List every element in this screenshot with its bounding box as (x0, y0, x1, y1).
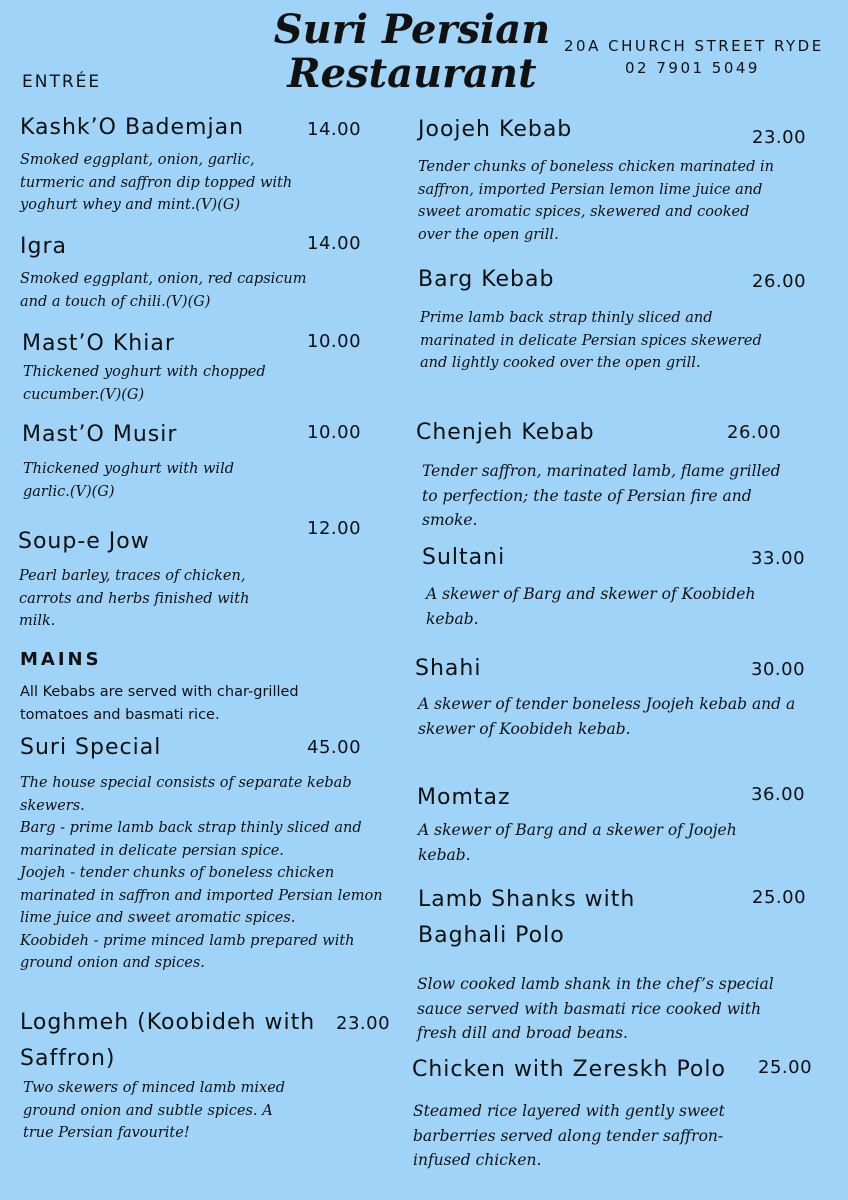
item-name: Mast’O Khiar (22, 331, 175, 356)
item-name: Lamb Shanks with Baghali Polo (418, 887, 636, 948)
item-name: Suri Special (20, 735, 162, 760)
item-description: A skewer of Barg and skewer of Koobideh kebab. (426, 585, 756, 628)
item-price: 25.00 (752, 887, 807, 908)
item-name: Kashk’O Bademjan (20, 115, 245, 140)
item-price: 30.00 (751, 659, 806, 680)
item-name: Chenjeh Kebab (416, 420, 595, 445)
item-price: 26.00 (727, 422, 782, 443)
address: 20A CHURCH STREET RYDE (564, 37, 824, 55)
item-name: Loghmeh (Koobideh with Saffron) (20, 1010, 316, 1071)
item-price: 10.00 (307, 422, 362, 443)
item-description: Steamed rice layered with gently sweet barberries served along tender saffron-infused chicken. (413, 1102, 725, 1169)
item-description: Thickened yoghurt with chopped cucumber.(V)(G) (23, 364, 266, 403)
restaurant-title (242, 8, 582, 96)
item-name: Chicken with Zereskh Polo (412, 1057, 726, 1082)
item-price: 33.00 (751, 548, 806, 569)
item-price: 14.00 (307, 233, 362, 254)
desc-line: Barg - prime lamb back strap thinly sliced and marinated in delicate persian spice. (20, 820, 362, 859)
entree-heading: ENTRÉE (22, 72, 102, 92)
desc-line: Joojeh - tender chunks of boneless chicken marinated in saffron and imported Persian lemon lime juice and sweet aromatic spices. (20, 865, 383, 926)
title-line-2: Restaurant (287, 50, 537, 97)
item-description: Tender chunks of boneless chicken marinated in saffron, imported Persian lemon lime juice and sweet aromatic spices, skewered and cooked over the open grill. (418, 159, 774, 243)
item-description: Pearl barley, traces of chicken, carrots and herbs finished with milk. (19, 568, 250, 629)
mains-note: All Kebabs are served with char-grilled tomatoes and basmati rice. (20, 684, 299, 723)
item-description: Tender saffron, marinated lamb, flame grilled to perfection; the taste of Persian fire and smoke. (422, 462, 781, 529)
desc-line: Koobideh - prime minced lamb prepared with ground onion and spices. (20, 932, 355, 971)
item-name: Mast’O Musir (22, 422, 178, 447)
item-price: 12.00 (307, 518, 362, 539)
item-name: Sultani (422, 545, 506, 570)
item-description: A skewer of Barg and a skewer of Joojeh kebab. (418, 821, 737, 864)
mains-heading: MAINS (20, 649, 102, 670)
item-price: 26.00 (752, 271, 807, 292)
phone: 02 7901 5049 (625, 59, 760, 77)
item-description: Smoked eggplant, onion, garlic, turmeric and saffron dip topped with yoghurt whey and mint.(V)(G) (20, 152, 293, 213)
item-name: Momtaz (417, 785, 511, 810)
item-description: Smoked eggplant, onion, red capsicum and a touch of chili.(V)(G) (20, 271, 307, 310)
item-description: Two skewers of minced lamb mixed ground onion and subtle spices. A true Persian favourite! (23, 1080, 286, 1141)
item-name: Joojeh Kebab (418, 117, 573, 142)
item-price: 23.00 (336, 1013, 391, 1034)
item-description: Slow cooked lamb shank in the chef’s special sauce served with basmati rice cooked with fresh dill and broad beans. (417, 975, 774, 1042)
item-price: 25.00 (758, 1057, 813, 1078)
item-price: 10.00 (307, 331, 362, 352)
item-description: Thickened yoghurt with wild garlic.(V)(G) (23, 461, 234, 500)
item-description: Prime lamb back strap thinly sliced and marinated in delicate Persian spices skewered and lightly cooked over the open grill. (420, 310, 762, 371)
suri-special-description (20, 772, 410, 975)
item-name: Shahi (415, 656, 482, 681)
item-price: 14.00 (307, 119, 362, 140)
item-name: Igra (20, 234, 67, 259)
item-price: 23.00 (752, 127, 807, 148)
title-line-1: Suri Persian (273, 6, 551, 53)
desc-line: The house special consists of separate kebab skewers. (20, 775, 352, 814)
item-price: 36.00 (751, 784, 806, 805)
item-name: Soup-e Jow (18, 529, 150, 554)
item-name: Barg Kebab (418, 267, 555, 292)
item-description: A skewer of tender boneless Joojeh kebab and a skewer of Koobideh kebab. (418, 695, 796, 738)
item-price: 45.00 (307, 737, 362, 758)
